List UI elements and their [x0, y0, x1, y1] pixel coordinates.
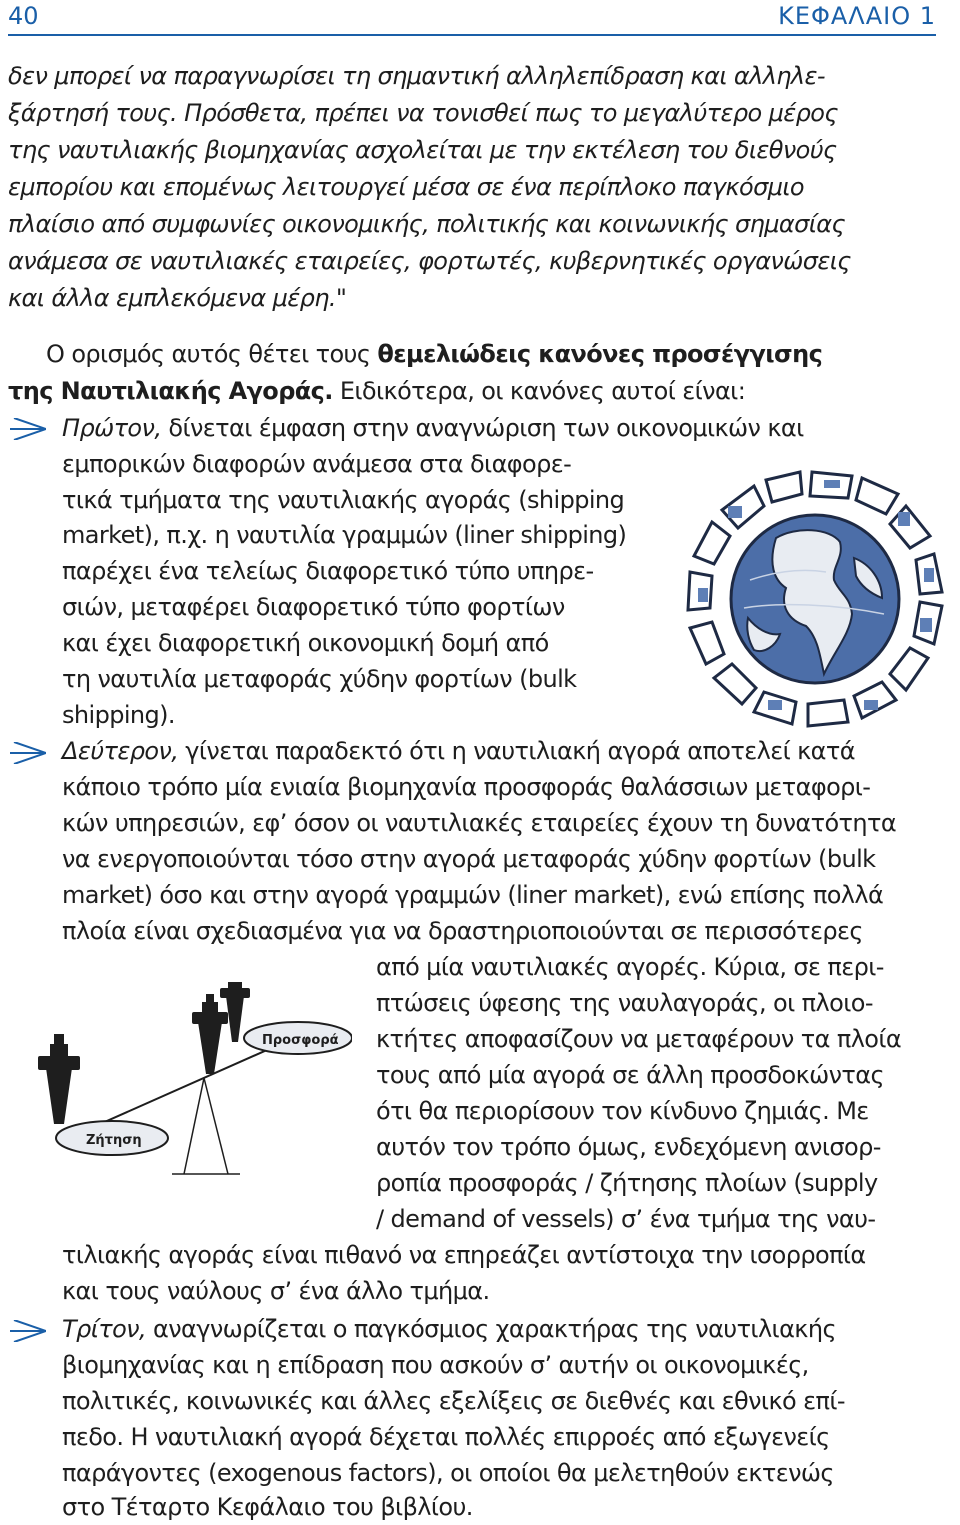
text-run: δίνεται έμφαση στην αναγνώριση των οικονομικών και	[161, 414, 804, 442]
text-line: τιλιακής αγοράς είναι πιθανό να επηρεάζει αντίστοιχα την ισορροπία	[62, 1241, 866, 1269]
text-line: να ενεργοποιούνται τόσο στην αγορά μεταφοράς χύδην φορτίων (bulk	[62, 845, 876, 873]
supply-label: Προσφορά	[262, 1033, 339, 1048]
text-line: market) όσο και στην αγορά γραμμών (liner market), ενώ επίσης πολλά	[62, 881, 884, 909]
supply-demand-scale-illustration	[12, 982, 352, 1178]
demand-label: Ζήτηση	[86, 1133, 142, 1148]
text-line: market), π.χ. η ναυτιλία γραμμών (liner shipping)	[62, 521, 627, 549]
bullet-lead: Τρίτον,	[62, 1315, 146, 1343]
text-line: ροπία προσφοράς / ζήτησης πλοίων (supply	[376, 1169, 878, 1197]
text-line: πλαίσιο από συμφωνίες οικονομικής, πολιτικής και κοινωνικής σημασίας	[8, 210, 845, 238]
text-line: και άλλα εμπλεκόμενα μέρη."	[8, 284, 347, 312]
globe-illustration	[684, 468, 946, 730]
bullet-lead: Δεύτερον,	[62, 737, 179, 765]
bold-term: της Ναυτιλιακής Αγοράς.	[8, 377, 333, 405]
text-line: κάποιο τρόπο μία ενιαία βιομηχανία προσφοράς θαλάσσιων μεταφορι-	[62, 773, 871, 801]
text-line: και έχει διαφορετική οικονομική δομή από	[62, 629, 549, 657]
text-line: πτώσεις ύφεσης της ναυλαγοράς, οι πλοιο-	[376, 989, 873, 1017]
text-line: και τους ναύλους σ’ ένα άλλο τμήμα.	[62, 1277, 490, 1305]
text-line: αυτόν τον τρόπο όμως, ενδεχόμενη ανισορ-	[376, 1133, 881, 1161]
text-line: εμπορίου και επομένως λειτουργεί μέσα σε ένα περίπλοκο παγκόσμιο	[8, 173, 804, 201]
text-line: παράγοντες (exogenous factors), οι οποίοι θα μελετηθούν εκτενώς	[62, 1459, 834, 1487]
text-line: σιών, μεταφέρει διαφορετικό τύπο φορτίων	[62, 593, 565, 621]
text-line: / demand of vessels) σ’ ένα τμήμα της ναυ-	[376, 1205, 876, 1233]
text-line: ξάρτησή τους. Πρόσθετα, πρέπει να τονισθεί πως το μεγαλύτερο μέρος	[8, 99, 838, 127]
text-line: στο Τέταρτο Κεφάλαιο του βιβλίου.	[62, 1493, 473, 1521]
text-line: παρέχει ένα τελείως διαφορετικό τύπο υπηρε-	[62, 557, 594, 585]
text-line: πεδο. Η ναυτιλιακή αγορά δέχεται πολλές επιρροές από εξωγενείς	[62, 1423, 830, 1451]
text-line: πλοία είναι σχεδιασμένα για να δραστηριοποιούνται σε περισσότερες	[62, 917, 863, 945]
text-line	[62, 1311, 836, 1347]
page-number: 40	[8, 2, 39, 30]
text-line: τικά τμήματα της ναυτιλιακής αγοράς (shipping	[62, 486, 625, 514]
bold-term: θεμελιώδεις κανόνες προσέγγισης	[377, 340, 823, 368]
text-line	[62, 410, 804, 446]
text-line: δεν μπορεί να παραγνωρίσει τη σημαντική αλληλεπίδραση και αλληλε-	[8, 62, 825, 90]
arrow-bullet-icon	[10, 742, 46, 764]
text-line: της ναυτιλιακής βιομηχανίας ασχολείται με την εκτέλεση του διεθνούς	[8, 136, 837, 164]
text-line: κτήτες αποφασίζουν να μεταφέρουν τα πλοία	[376, 1025, 902, 1053]
text-line: τη ναυτιλία μεταφοράς χύδην φορτίων (bulk	[62, 665, 577, 693]
text-run: Ειδικότερα, οι κανόνες αυτοί είναι:	[332, 377, 746, 405]
text-line	[46, 336, 822, 372]
arrow-bullet-icon	[10, 418, 46, 440]
text-line: τους από μία αγορά σε άλλη προσδοκώντας	[376, 1061, 884, 1089]
text-line: από μία ναυτιλιακές αγορές. Κύρια, σε περι-	[376, 953, 884, 981]
text-line: κών υπηρεσιών, εφ’ όσον οι ναυτιλιακές εταιρείες έχουν τη δυνατότητα	[62, 809, 897, 837]
text-line: βιομηχανίας και η επίδραση που ασκούν σ’ αυτήν οι οικονομικές,	[62, 1351, 809, 1379]
text-run: αναγνωρίζεται ο παγκόσμιος χαρακτήρας της ναυτιλιακής	[145, 1315, 836, 1343]
text-line: εμπορικών διαφορών ανάμεσα στα διαφορε-	[62, 450, 572, 478]
text-run: γίνεται παραδεκτό ότι η ναυτιλιακή αγορά αποτελεί κατά	[178, 737, 855, 765]
text-line: ότι θα περιορίσουν τον κίνδυνο ζημιάς. Με	[376, 1097, 869, 1125]
arrow-bullet-icon	[10, 1320, 46, 1342]
text-line: πολιτικές, κοινωνικές και άλλες εξελίξεις σε διεθνές και εθνικό επί-	[62, 1387, 845, 1415]
text-line	[62, 733, 855, 769]
bullet-lead: Πρώτον,	[62, 414, 162, 442]
text-line: shipping).	[62, 701, 175, 729]
text-line: ανάμεσα σε ναυτιλιακές εταιρείες, φορτωτές, κυβερνητικές οργανώσεις	[8, 247, 851, 275]
text-run: Ο ορισμός αυτός θέτει τους	[46, 340, 378, 368]
text-line	[8, 373, 745, 409]
page-header	[8, 0, 936, 36]
chapter-title: ΚΕΦΑΛΑΙΟ 1	[778, 2, 936, 30]
